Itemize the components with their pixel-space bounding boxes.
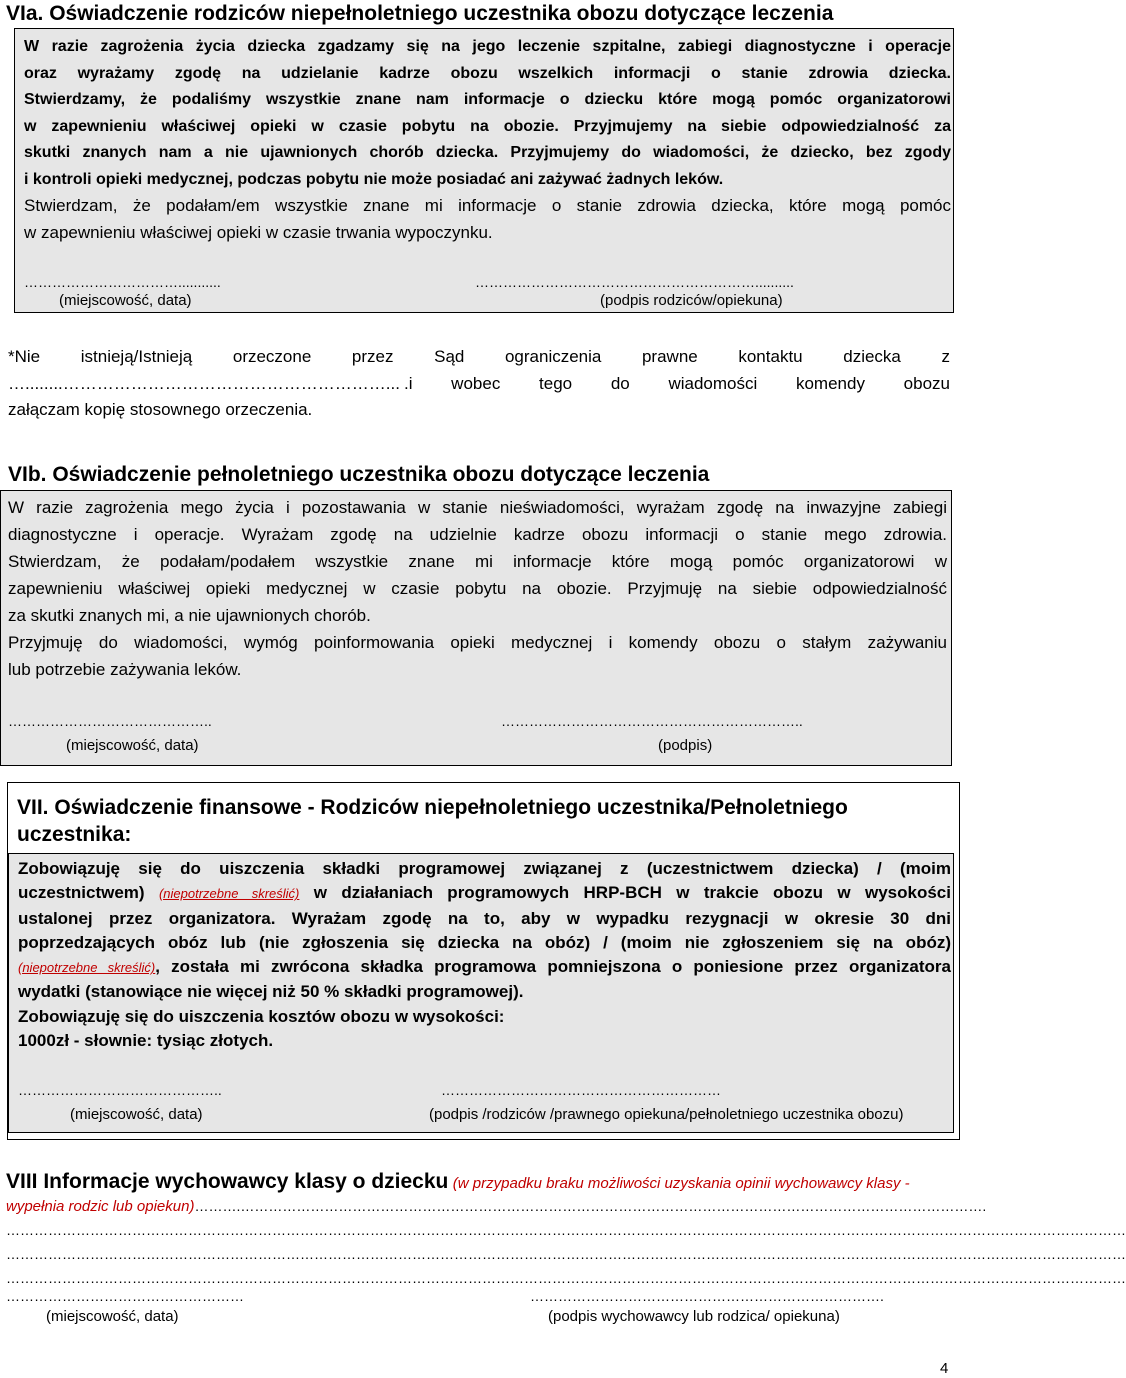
vIa-signature-caption: (podpis rodziców/opiekuna) — [600, 292, 783, 309]
vIa-line-4: w zapewnieniu właściwej opieki w czasie pobytu na obozie. Przyjmujemy na siebie odpowiedzialność za — [24, 117, 951, 135]
vii-strike-note-2: (niepotrzebne skreślić) — [18, 960, 156, 976]
court-note-fill-line[interactable]: …........…………………………………………………... — [8, 373, 400, 393]
section-vii-title-line-1: VII. Oświadczenie finansowe - Rodziców niepełnoletniego uczestnika/Pełnoletniego — [17, 796, 848, 819]
vii-signature-caption: (podpis /rodziców /prawnego opiekuna/pełnoletniego uczestnika obozu) — [429, 1106, 904, 1123]
vii-line-2a: uczestnictwem) — [18, 883, 145, 903]
vIa-line-7: Stwierdzam, że podałam/em wszystkie znane mi informacje o stanie zdrowia dziecka, które mogą pomóc — [24, 196, 951, 215]
vii-line-1: Zobowiązuję się do uiszczenia składki programowej związanej z (uczestnictwem dziecka) / (moim — [18, 859, 951, 878]
section-viii-note-b: wypełnia rodzic lub opiekun) — [6, 1198, 195, 1215]
vIb-place-date-caption: (miejscowość, data) — [66, 737, 199, 754]
section-viii-note-a: (w przypadku braku możliwości uzyskania opinii wychowawcy klasy - — [452, 1175, 910, 1192]
vIb-line-4: zapewnieniu właściwej opieki medycznej w czasie pobytu na obozie. Przyjmuję na siebie odpowiedzialność — [8, 579, 947, 598]
viii-sig-place-line[interactable]: …………………………………………… — [6, 1288, 244, 1304]
viii-fill-line-0[interactable]: ……….……………………………………………………………………………………………………………………………………………. — [194, 1198, 987, 1214]
section-vIb-title: VIb. Oświadczenie pełnoletniego uczestnika obozu dotyczące leczenia — [8, 463, 710, 486]
vii-sig-place-line[interactable]: …………………………………….. — [18, 1082, 222, 1098]
vii-line-4: poprzedzających obóz lub (nie zgłoszenia się dziecka na obóz) / (moim nie zgłoszeniem się na obóz) — [18, 932, 951, 952]
section-vii-inner-box — [8, 853, 954, 1133]
viii-signature-caption: (podpis wychowawcy lub rodzica/ opiekuna) — [548, 1308, 840, 1325]
section-viii-title: VIII Informacje wychowawcy klasy o dziecku — [6, 1170, 449, 1193]
vii-line-2b: w działaniach programowych HRP-BCH w trakcie obozu w wysokości — [313, 883, 951, 903]
viii-fill-line-3[interactable]: …………………………………………………………………………………………………………………………………………………………………………………………………………………… — [6, 1270, 1126, 1286]
court-note-line-1: *Nie istnieją/Istnieją orzeczone przez Sąd ograniczenia prawne kontaktu dziecka z — [8, 347, 950, 366]
court-note-line-2: .i wobec tego do wiadomości komendy obozu — [403, 373, 950, 393]
viii-sig-signature-line[interactable]: …………………………………………………………………. — [530, 1288, 884, 1304]
vIa-line-6: i kontroli opieki medycznej, podczas pobytu nie może posiadać ani zażywać żadnych leków. — [24, 170, 724, 188]
vIb-sig-signature-line[interactable]: ……………………………………………………….. — [501, 713, 803, 729]
vIb-line-5: za skutki znanych mi, a nie ujawnionych chorób. — [8, 606, 371, 625]
vIb-sig-place-line[interactable]: …………………………………….. — [8, 713, 212, 729]
vIb-line-7: lub potrzebie zażywania leków. — [8, 660, 242, 679]
vii-line-7: Zobowiązuję się do uiszczenia kosztów obozu w wysokości: — [18, 1006, 505, 1026]
vIa-line-2: oraz wyrażamy zgodę na udzielanie kadrze obozu wszelkich informacji o stanie zdrowia dziecka. — [24, 64, 951, 82]
vIa-line-1: W razie zagrożenia życia dziecka zgadzamy się na jego leczenie szpitalne, zabiegi diagnostyczne i operacje — [24, 38, 951, 55]
vii-line-5b: , została mi zwrócona składka programowa pomniejszona o poniesione przez organizatora — [155, 957, 951, 977]
vIa-line-5: skutki znanych nam a nie ujawnionych chorób dziecka. Przyjmujemy do wiadomości, że dziecko, bez zgody — [24, 144, 951, 162]
page-number: 4 — [940, 1360, 949, 1377]
vii-place-date-caption: (miejscowość, data) — [70, 1106, 203, 1123]
section-vIa-box — [14, 28, 954, 313]
vIa-sig-place-line[interactable]: ……………………………........... — [24, 274, 221, 290]
viii-fill-line-2[interactable]: …………………………………………………………………………………………………………………………………………………………………………………………………………………… — [6, 1246, 1126, 1262]
vIb-line-2: diagnostyczne i operacje. Wyrażam zgodę na udzielnie kadrze obozu informacji o stanie mego zdrowia. — [8, 525, 947, 544]
vii-strike-note-1: (niepotrzebne skreślić) — [158, 886, 300, 902]
vii-line-8: 1000zł - słownie: tysiąc złotych. — [18, 1031, 274, 1051]
vIb-signature-caption: (podpis) — [658, 737, 713, 754]
vIa-line-8: w zapewnieniu właściwej opieki w czasie trwania wypoczynku. — [24, 222, 493, 242]
section-vIb-box — [0, 490, 952, 766]
court-note-line-3: załączam kopię stosownego orzeczenia. — [8, 400, 313, 419]
vIb-line-6: Przyjmuję do wiadomości, wymóg poinformowania opieki medycznej i komendy obozu o stałym zażywaniu — [8, 633, 947, 652]
vii-sig-signature-line[interactable]: …………………………………………………… — [441, 1082, 721, 1098]
vIa-place-date-caption: (miejscowość, data) — [59, 292, 192, 309]
vii-line-6: wydatki (stanowiące nie więcej niż 50 % składki programowej). — [18, 982, 524, 1002]
vIa-line-3: Stwierdzamy, że podaliśmy wszystkie znane nam informacje o dziecku które mogą pomóc organizatorowi — [24, 91, 951, 109]
section-vIa-title: VIa. Oświadczenie rodziców niepełnoletniego uczestnika obozu dotyczące leczenia — [6, 2, 834, 25]
section-vii-box — [7, 782, 960, 1140]
vIb-line-1: W razie zagrożenia mego życia i pozostawania w stanie nieświadomości, wyrażam zgodę na inwazyjne zabiegi — [8, 498, 947, 517]
vIa-sig-signature-line[interactable]: …………………………………………………….......... — [475, 274, 794, 290]
viii-fill-line-1[interactable]: …………………………………………………………………………………………………………………………………………………………………………………………………………………… — [6, 1222, 1126, 1238]
viii-place-date-caption: (miejscowość, data) — [46, 1308, 179, 1325]
vIb-line-3: Stwierdzam, że podałam/podałem wszystkie znane mi informacje które mogą pomóc organizatorowi w — [8, 552, 947, 571]
vii-line-3: ustalonej przez organizatora. Wyrażam zgodę na to, aby w wypadku rezygnacji w okresie 30 dni — [18, 908, 951, 928]
section-vii-title-line-2: uczestnika: — [17, 823, 132, 846]
